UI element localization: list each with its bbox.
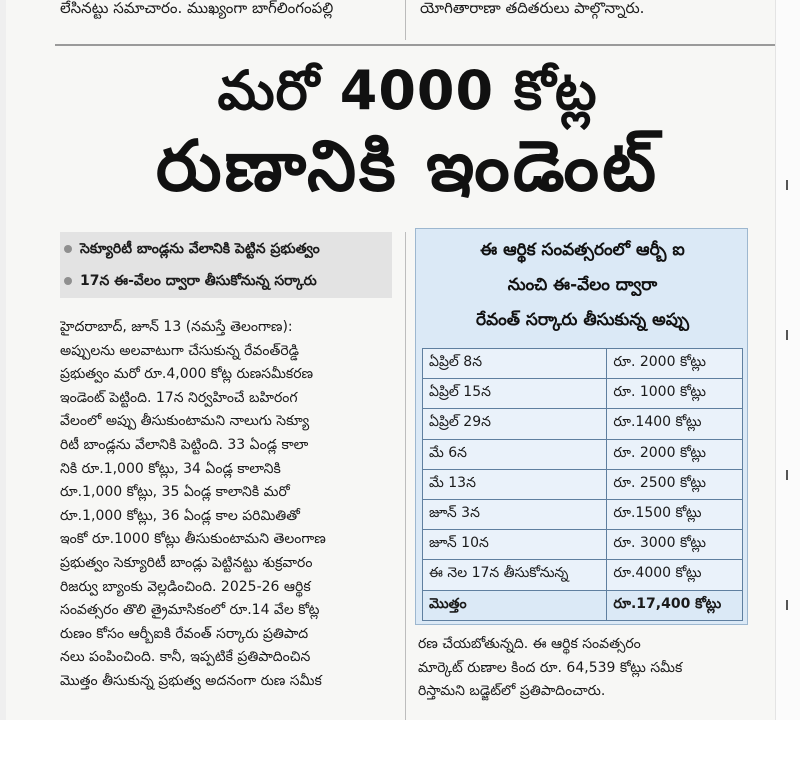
- loan-table: [422, 348, 743, 621]
- heading-line: ఈ ఆర్థిక సంవత్సరంలో ఆర్బీ ఐ: [480, 240, 685, 260]
- amount-cell: రూ. 2000 కోట్లు: [607, 349, 743, 379]
- total-label-cell: మొత్తం: [423, 590, 607, 620]
- text-line: రిటీ బాండ్లను వేలానికి పెట్టింది. 33 ఏండ్ల కాలా: [60, 436, 309, 453]
- article-body-right: [418, 633, 763, 704]
- text-line: రూ.1,000 కోట్లు, 36 ఏండ్ల కాల పరిమితితో: [60, 507, 300, 524]
- bullet-icon: [64, 245, 72, 253]
- adjacent-page-edge: [775, 0, 800, 720]
- column-divider: [405, 0, 406, 40]
- text-line: హైదరాబాద్, జూన్ 13 (నమస్తే తెలంగాణ):: [60, 319, 293, 335]
- date-cell: ఏప్రిల్ 15న: [423, 379, 607, 409]
- text-line: నికి రూ.1,000 కోట్లు, 34 ఏండ్ల కాలానికి: [60, 460, 281, 477]
- date-cell: ఏప్రిల్ 8న: [423, 349, 607, 379]
- text-line: సంవత్సరం తొలి త్రైమాసికంలో రూ.14 వేల కోట్ల: [60, 602, 320, 619]
- amount-cell: రూ. 3000 కోట్లు: [607, 530, 743, 560]
- text-line: యోగితారాణా తదితరులు పాల్గొన్నారు.: [420, 0, 645, 17]
- date-cell: ఏప్రిల్ 29న: [423, 409, 607, 439]
- amount-cell: రూ.1500 కోట్లు: [607, 499, 743, 529]
- table-row: [423, 530, 743, 560]
- total-amount-cell: రూ.17,400 కోట్లు: [607, 590, 743, 620]
- amount-cell: రూ.1400 కోట్లు: [607, 409, 743, 439]
- text-line: అప్పులను అలవాటుగా చేసుకున్న రేవంత్‌రెడ్డి: [60, 342, 300, 359]
- article-body-left: [60, 316, 395, 694]
- blank-margin: [0, 720, 800, 774]
- heading-line: నుంచి ఈ-వేలం ద్వారా: [507, 275, 658, 295]
- text-line: రుణం కోసం ఆర్బీఐకి రేవంత్ సర్కారు ప్రతిపాద: [60, 625, 309, 642]
- loan-table-box: [415, 228, 748, 625]
- amount-cell: రూ. 2000 కోట్లు: [607, 439, 743, 469]
- text-line: మార్కెట్ రుణాల కింద రూ. 64,539 కోట్లు సమీక: [418, 659, 683, 676]
- edge-mark: [786, 330, 788, 340]
- text-line: ఇంకో రూ.1000 కోట్లు తీసుకుంటామని తెలంగాణ: [60, 531, 326, 548]
- column-divider: [405, 232, 406, 720]
- total-row: [423, 590, 743, 620]
- top-left-continuation: [60, 0, 395, 32]
- edge-mark: [786, 180, 788, 190]
- sub-decks: [60, 232, 392, 298]
- table-row: [423, 469, 743, 499]
- deck-text: సెక్యూరిటీ బాండ్లను వేలానికి పెట్టిన ప్రభుత్వం: [80, 241, 320, 257]
- date-cell: ఈ నెల 17న తీసుకోనున్న: [423, 560, 607, 590]
- table-row: [423, 349, 743, 379]
- amount-cell: రూ. 2500 కోట్లు: [607, 469, 743, 499]
- text-line: మొత్తం తీసుకున్న ప్రభుత్వ అదనంగా రుణ సమీక: [60, 672, 322, 689]
- date-cell: మే 6న: [423, 439, 607, 469]
- edge-mark: [786, 600, 788, 610]
- deck-item: [64, 266, 390, 296]
- text-line: ప్రభుత్వం మరో రూ.4,000 కోట్ల రుణసమీకరణ: [60, 366, 314, 383]
- amount-cell: రూ. 1000 కోట్లు: [607, 379, 743, 409]
- bullet-icon: [64, 277, 72, 285]
- text-line: రూ.1,000 కోట్లు, 35 ఏండ్ల కాలానికి మరో: [60, 484, 290, 501]
- date-cell: మే 13న: [423, 469, 607, 499]
- text-line: రిజర్వు బ్యాంకు వెల్లడించింది. 2025-26 ఆర్థిక: [60, 578, 311, 595]
- text-line: రణ చేయబోతున్నది. ఈ ఆర్థిక సంవత్సరం: [418, 636, 641, 652]
- page-edge-shadow: [0, 0, 6, 720]
- section-rule: [55, 44, 775, 46]
- headline-line-1: మరో 4000 కోట్ల: [217, 59, 598, 122]
- headline-line-2: రుణానికి ఇండెంట్: [155, 125, 660, 207]
- heading-line: రేవంత్ సర్కారు తీసుకున్న అప్పు: [475, 310, 690, 330]
- table-row: [423, 379, 743, 409]
- table-row: [423, 499, 743, 529]
- amount-cell: రూ.4000 కోట్లు: [607, 560, 743, 590]
- text-line: వేలంలో అప్పు తీసుకుంటామని నాలుగు సెక్యూ: [60, 413, 310, 430]
- text-line: ప్రభుత్వం సెక్యూరిటీ బాండ్లు పెట్టినట్టు శుక్రవారం: [60, 554, 313, 571]
- text-line: నలు పంపించింది. కానీ, ఇప్పటికే ప్రతిపాదించిన: [60, 649, 311, 666]
- table-heading: [416, 233, 749, 338]
- text-line: ఇండెంట్ పెట్టింది. 17న నిర్వహించే బహిరంగ: [60, 389, 298, 406]
- deck-item: [64, 234, 390, 264]
- date-cell: జూన్ 10న: [423, 530, 607, 560]
- edge-mark: [786, 470, 788, 480]
- top-right-continuation: [420, 0, 765, 32]
- text-line: రిస్తామని బడ్జెట్‌లో ప్రతిపాదించారు.: [418, 683, 606, 700]
- date-cell: జూన్ 3న: [423, 499, 607, 529]
- table-row: [423, 409, 743, 439]
- table-row: [423, 560, 743, 590]
- deck-text: 17న ఈ-వేలం ద్వారా తీసుకోనున్న సర్కారు: [80, 273, 317, 289]
- table-row: [423, 439, 743, 469]
- text-line: లేసినట్టు సమాచారం. ముఖ్యంగా బాగ్‌లింగంపల్లి: [60, 0, 334, 17]
